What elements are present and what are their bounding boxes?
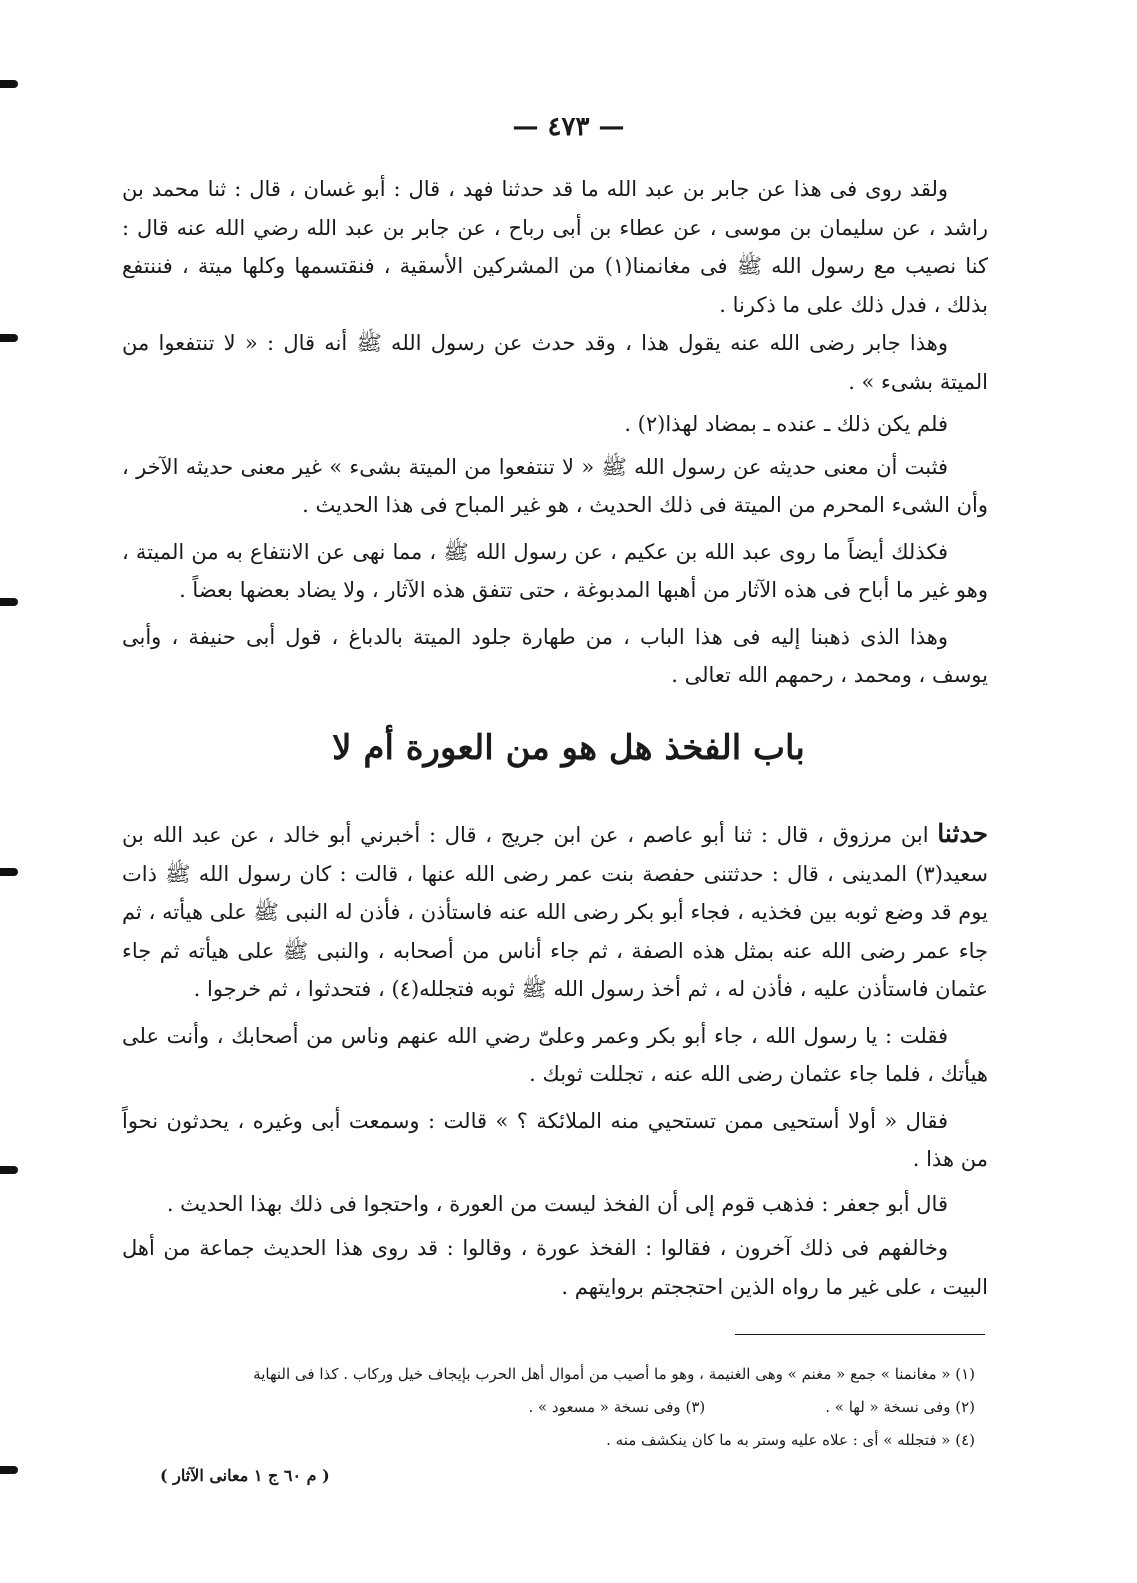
page-number: — ٤٧٣ — <box>512 112 625 142</box>
footnote: (٣) وفى نسخة « مسعود » . <box>528 1398 706 1416</box>
scan-edge-mark <box>0 80 18 88</box>
paragraph: فثبت أن معنى حديثه عن رسول الله ﷺ « لا تنتفعوا من الميتة بشىء » غير معنى حديثه الآخر ، وأن الشىء المحرم من الميتة فى ذلك الحديث ، هو غير المباح فى هذا الحديث . <box>122 454 988 517</box>
paragraph: وهذا الذى ذهبنا إليه فى هذا الباب ، من طهارة جلود الميتة بالدباغ ، قول أبى حنيفة ، وأبى يوسف ، ومحمد ، رحمهم الله تعالى . <box>122 624 988 687</box>
signature-mark: ( م ٦٠ ج ١ معانى الآثار ) <box>160 1466 330 1485</box>
paragraph-text: ابن مرزوق ، قال : ثنا أبو عاصم ، عن ابن جريج ، قال : أخبرني أبو خالد ، عن عبد الله بن سعيد(٣) المدينى ، قال : حدثتنى حفصة بنت عمر رضى الله عنها ، قالت : كان رسول الله ﷺ ذات يوم قد وضع ثوبه بين فخذيه ، فجاء أبو بكر رضى الله عنه فاستأذن ، فأذن له النبى ﷺ على هيأته ، ثم جاء عمر رضى الله عنه بمثل هذه الصفة ، ثم جاء أناس من أصحابه ، والنبى ﷺ على هيأته ثم جاء عثمان فاستأذن عليه ، فأذن له ، ثم أخذ رسول الله ﷺ ثوبه فتجلله(٤) ، فتحدثوا ، ثم خرجوا . <box>122 823 988 1001</box>
paragraph: وخالفهم فى ذلك آخرون ، فقالوا : الفخذ عورة ، وقالوا : قد روى هذا الحديث جماعة من أهل البيت ، على غير ما رواه الذين احتججتم بروايتهم . <box>122 1236 988 1299</box>
footnote: (٤) « فتجلله » أى : علاه عليه وستر به ما كان ينكشف منه . <box>606 1431 975 1449</box>
paragraph: فقال « أولا أستحيى ممن تستحيي منه الملائكة ؟ » قالت : وسمعت أبى وغيره ، يحدثون نحواً من هذا . <box>122 1108 988 1171</box>
scan-edge-mark <box>0 1466 18 1474</box>
paragraph: ولقد روى فى هذا عن جابر بن عبد الله ما قد حدثنا فهد ، قال : أبو غسان ، قال : ثنا محمد بن راشد ، عن سليمان بن موسى ، عن عطاء بن أبى رباح ، عن جابر بن عبد الله رضي الله عنه قال : كنا نصيب مع رسول الله ﷺ فى مغانمنا(١) من المشركين الأسقية ، فنقتسمها وكلها ميتة ، فننتفع بذلك ، فدل ذلك على ما ذكرنا . <box>122 177 988 317</box>
scan-edge-mark <box>0 598 18 606</box>
section-two <box>122 815 988 1306</box>
paragraph <box>122 815 988 1009</box>
section-one <box>122 170 988 695</box>
paragraph: فقلت : يا رسول الله ، جاء أبو بكر وعمر وعلىّ رضي الله عنهم وناس من أصحابك ، وأنت على هيأتك ، فلما جاء عثمان رضى الله عنه ، تجللت ثوبك . <box>122 1023 988 1086</box>
chapter-title: باب الفخذ هل هو من العورة أم لا <box>332 728 805 768</box>
scan-edge-mark <box>0 334 18 342</box>
paragraph: قال أبو جعفر : فذهب قوم إلى أن الفخذ ليست من العورة ، واحتجوا فى ذلك بهذا الحديث . <box>166 1191 948 1216</box>
paragraph: وهذا جابر رضى الله عنه يقول هذا ، وقد حدث عن رسول الله ﷺ أنه قال : « لا تنتفعوا من الميتة بشىء » . <box>122 331 988 394</box>
footnote: (٢) وفى نسخة « لها » . <box>825 1398 975 1416</box>
footnote-divider <box>735 1334 985 1335</box>
footnote <box>140 1391 975 1424</box>
footnotes <box>140 1358 975 1457</box>
lead-word: حدثنا <box>937 819 988 848</box>
paragraph: فلم يكن ذلك ـ عنده ـ بمضاد لهذا(٢) . <box>624 412 948 436</box>
scan-edge-mark <box>0 868 18 876</box>
paragraph: فكذلك أيضاً ما روى عبد الله بن عكيم ، عن رسول الله ﷺ ، مما نهى عن الانتفاع به من الميتة ، وهو غير ما أباح فى هذه الآثار من أهبها المدبوغة ، حتى تتفق هذه الآثار ، ولا يضاد بعضها بعضاً . <box>122 539 988 602</box>
footnote: (١) « مغانمنا » جمع « مغنم » وهى الغنيمة ، وهو ما أصيب من أموال أهل الحرب بإيجاف خيل وركاب . كذا فى النهاية <box>253 1365 975 1383</box>
scan-edge-mark <box>0 1166 18 1174</box>
